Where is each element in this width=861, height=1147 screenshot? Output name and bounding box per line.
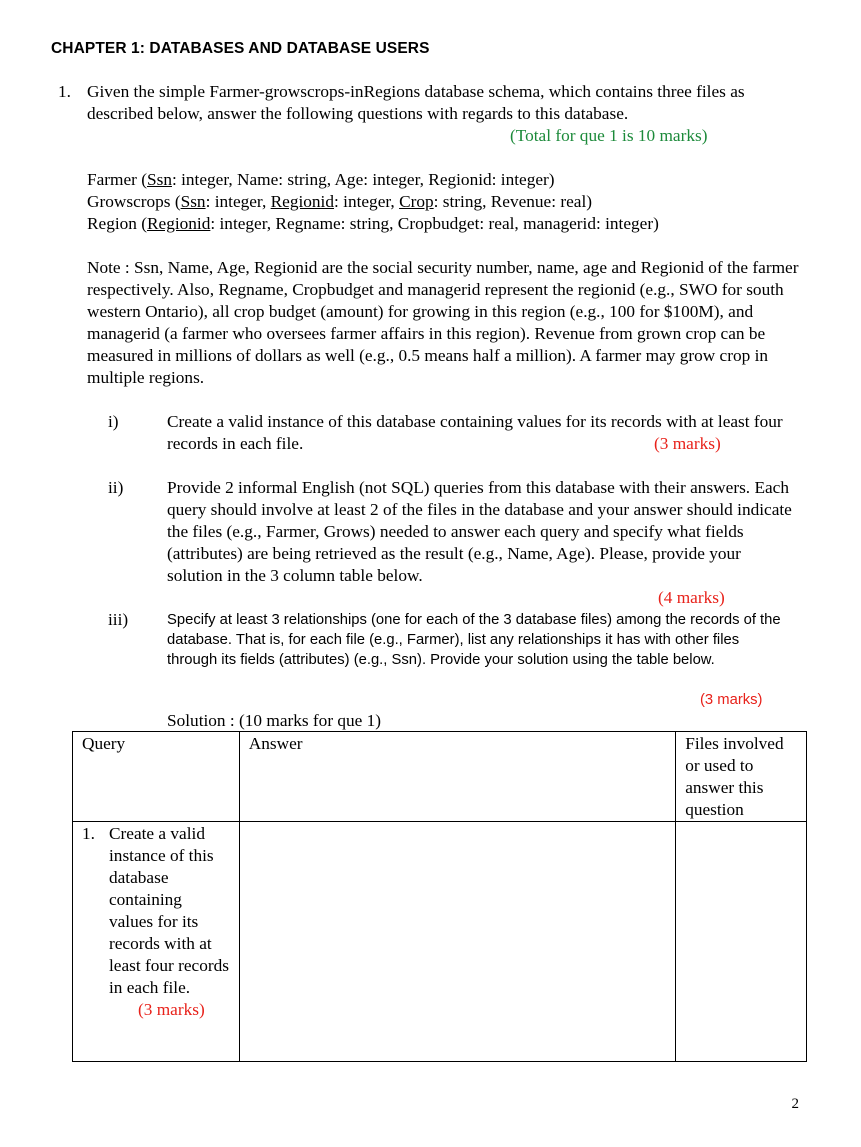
row1-query-text: Create a valid instance of this database containing values for its records with at least four records in each file. bbox=[109, 824, 229, 997]
note-paragraph: Note : Ssn, Name, Age, Regionid are the social security number, name, age and Regionid of the farmer respectively. Also, Regname, Cropbudget and managerid represent the regionid (e.g., SWO for south western Ontario), all crop budget (amount) for growing in this region (e.g., 100 for $100M), and managerid (a farmer who oversees farmer affairs in this region). Revenue from grown crop can be measured in millions of dollars as well (e.g., 0.5 means half a million). A farmer may grow crop in multiple regions. bbox=[87, 258, 799, 387]
chapter-title: CHAPTER 1: DATABASES AND DATABASE USERS bbox=[51, 40, 430, 57]
solution-label: Solution : (10 marks for que 1) bbox=[167, 711, 382, 730]
item-ii-marks: (4 marks) bbox=[658, 588, 725, 607]
item-ii-number: ii) bbox=[108, 478, 124, 497]
question-number: 1. bbox=[58, 82, 71, 101]
row1-marks: (3 marks) bbox=[138, 1000, 205, 1019]
table-header-row bbox=[73, 732, 807, 822]
item-ii-text: Provide 2 informal English (not SQL) queries from this database with their answers. Each query should involve at least 2 of the files in the database and your answer should indicate the files (e.g., Farmer, Grows) needed to answer each query and specify what fields (attributes) are being retrieved as the result (e.g., Name, Age). Please, provide your solution in the 3 column table below. bbox=[167, 478, 792, 585]
question-intro: Given the simple Farmer-growscrops-inRegions database schema, which contains three files as described below, answer the following questions with regards to this database. bbox=[87, 82, 745, 123]
page-number: 2 bbox=[791, 1096, 799, 1112]
header-query: Query bbox=[73, 732, 240, 822]
header-files: Files involved or used to answer this question bbox=[676, 732, 807, 822]
item-iii-marks: (3 marks) bbox=[700, 692, 763, 708]
total-marks: (Total for que 1 is 10 marks) bbox=[510, 126, 708, 145]
solution-table bbox=[72, 731, 807, 1062]
schema-block bbox=[87, 169, 807, 235]
item-i-text: Create a valid instance of this database containing values for its records with at least four records in each file. bbox=[167, 412, 783, 453]
row1-answer-cell[interactable] bbox=[239, 822, 675, 1062]
item-iii-number: iii) bbox=[108, 610, 129, 629]
item-i-marks: (3 marks) bbox=[654, 434, 721, 453]
schema-growscrops: Growscrops (Ssn: integer, Regionid: integer, Crop: string, Revenue: real) bbox=[87, 192, 592, 211]
schema-region: Region (Regionid: integer, Regname: string, Cropbudget: real, managerid: integer) bbox=[87, 214, 659, 233]
table-row bbox=[73, 822, 807, 1062]
row1-number: 1. bbox=[82, 824, 95, 843]
item-i-number: i) bbox=[108, 412, 119, 431]
header-answer: Answer bbox=[239, 732, 675, 822]
row1-query-cell bbox=[73, 822, 240, 1062]
row1-files-cell[interactable] bbox=[676, 822, 807, 1062]
item-iii-text: Specify at least 3 relationships (one for each of the 3 database files) among the records of the database. That is, for each file (e.g., Farmer), list any relationships it has with other files through its fields (attributes) (e.g., Ssn). Provide your solution using the table below. bbox=[167, 612, 781, 668]
schema-farmer: Farmer (Ssn: integer, Name: string, Age: integer, Regionid: integer) bbox=[87, 170, 555, 189]
